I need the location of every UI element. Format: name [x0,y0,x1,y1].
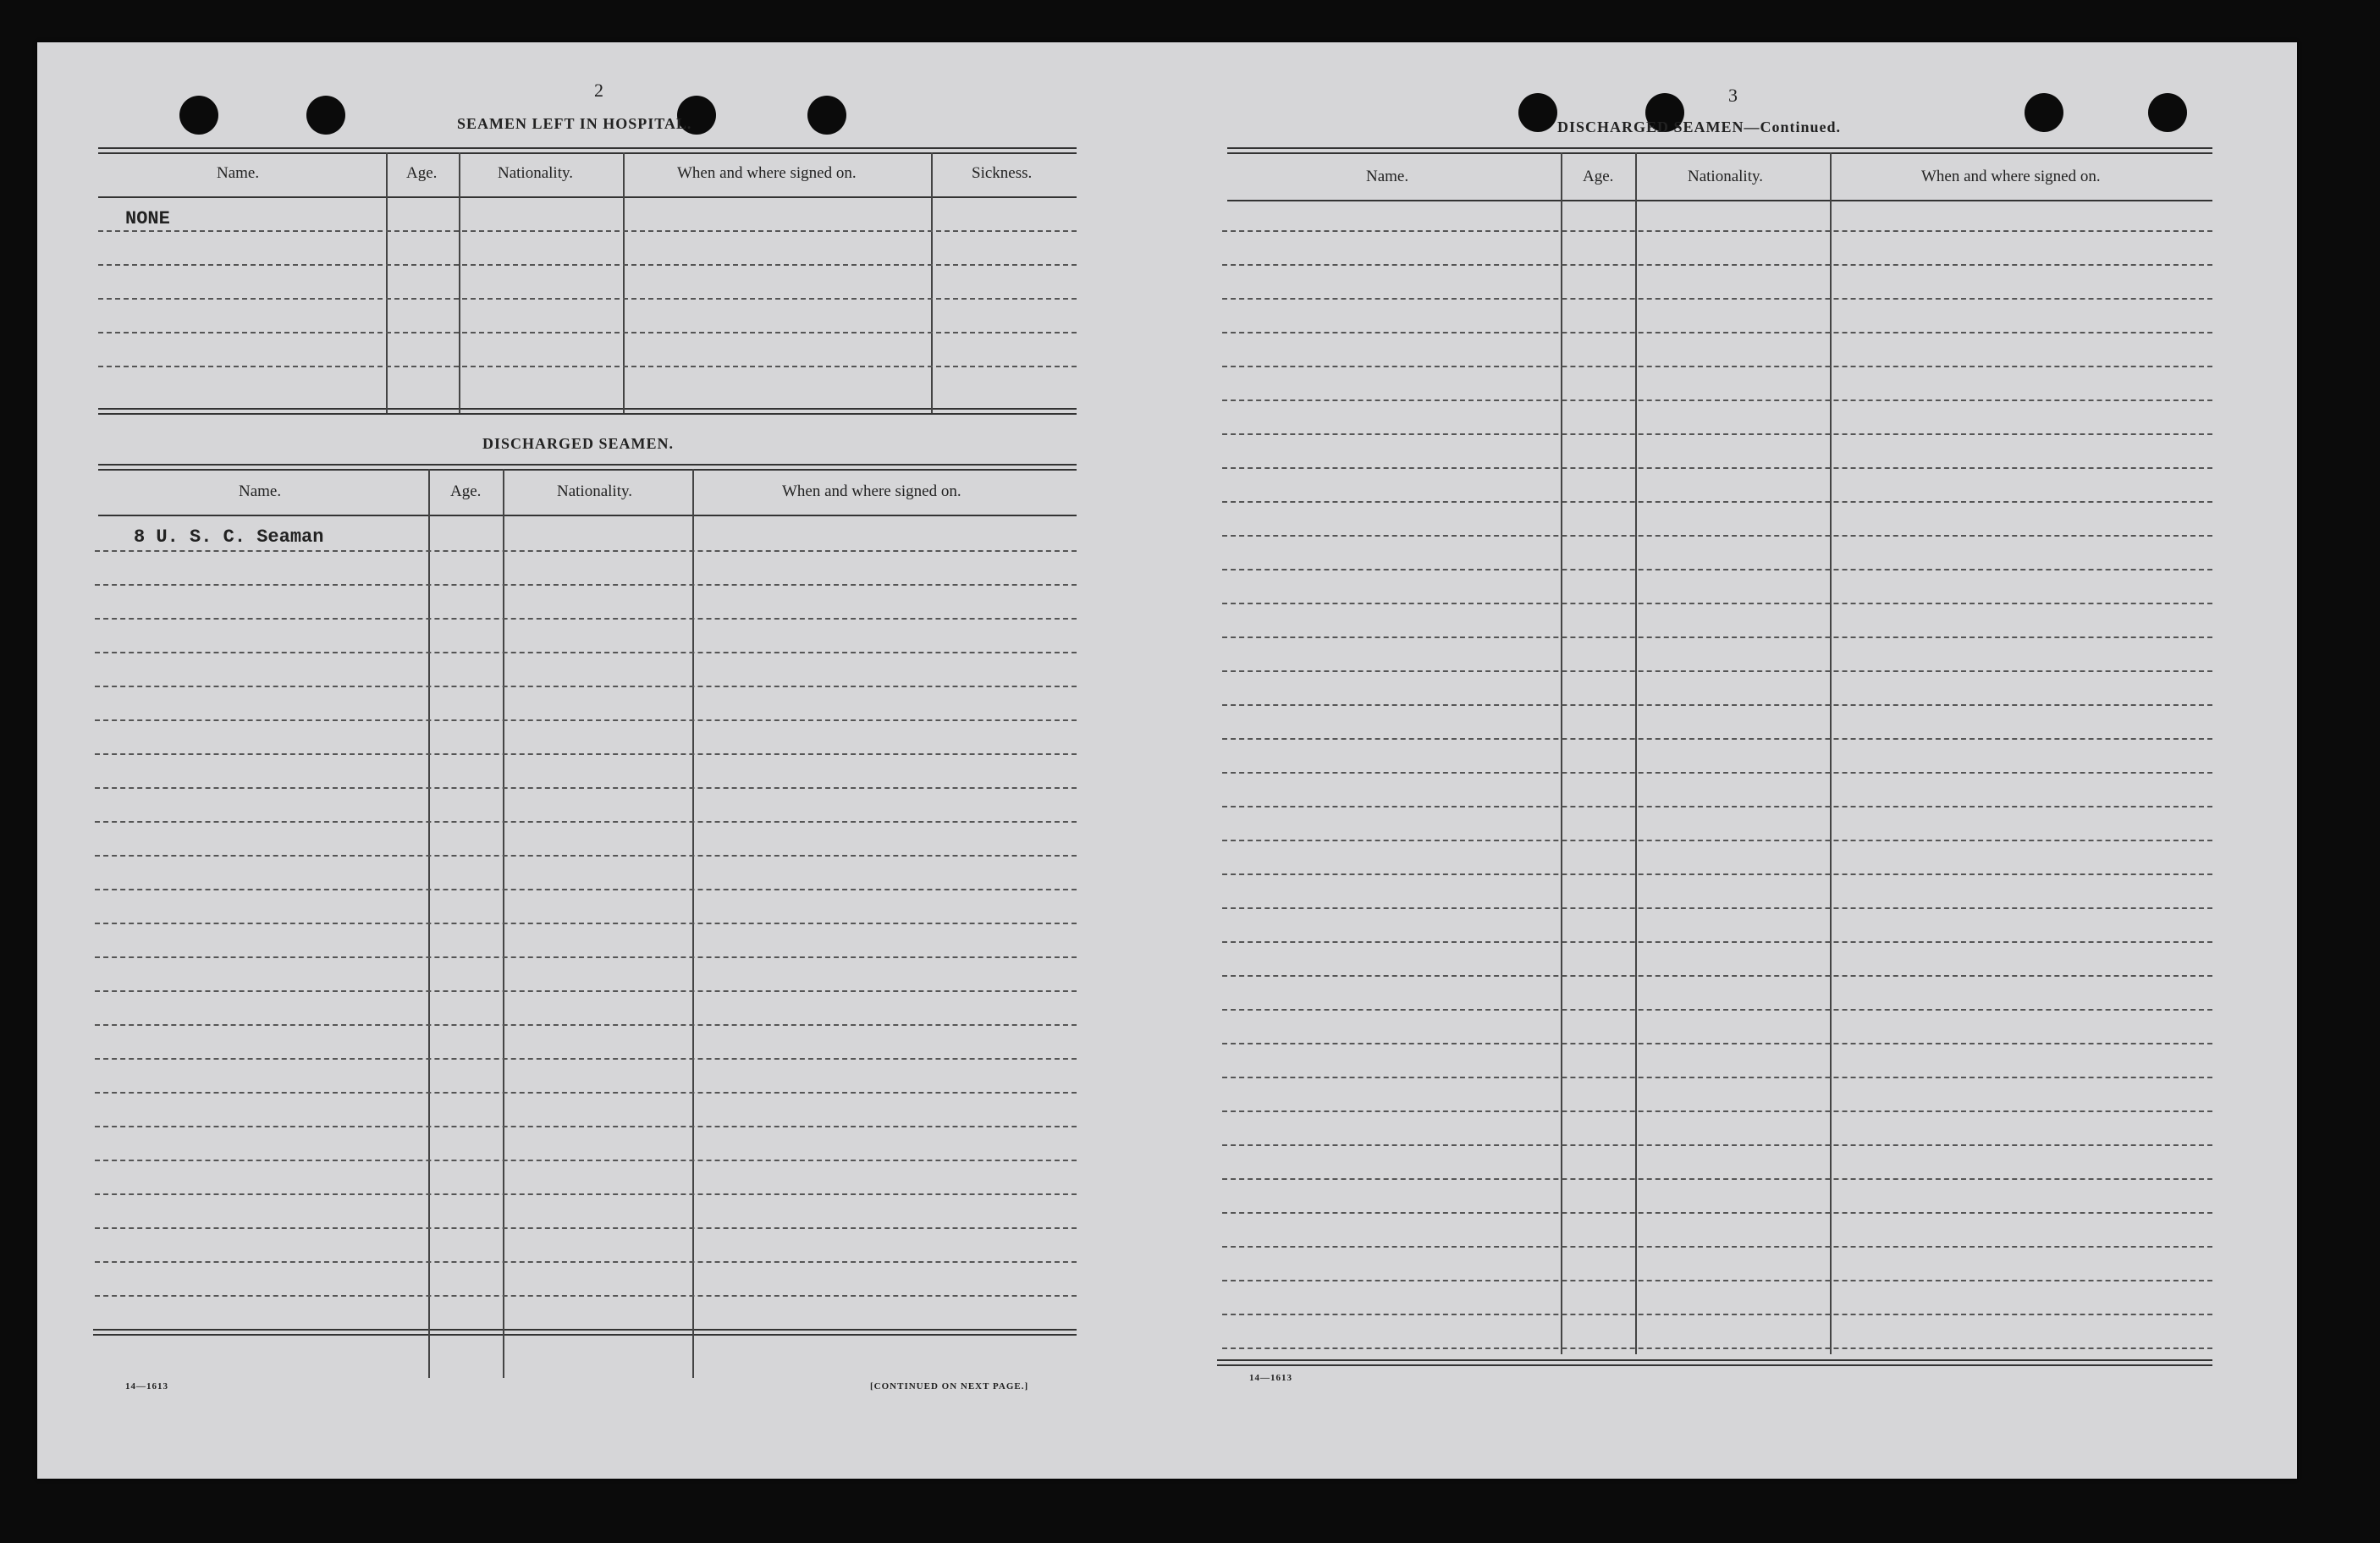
table-row [1222,298,2212,300]
table-row [98,366,1077,367]
table-row [95,1126,1077,1127]
hospital-header-rule [98,196,1077,198]
table-row [95,1058,1077,1060]
hospital-table-bottom-rule [98,413,1077,415]
right-header-rule [1227,200,2212,201]
discharged-table-bottom-rule [93,1334,1077,1336]
discharged-header-rule [98,515,1077,516]
table-row [95,956,1077,958]
table-row [1222,535,2212,537]
punch-hole [2148,93,2187,132]
punch-hole [306,96,345,135]
table-row [1222,501,2212,503]
table-row [1222,603,2212,604]
table-row [95,1295,1077,1297]
table-row [1222,840,2212,841]
right-form-number: 14—1613 [1249,1373,1292,1383]
hospital-table-top-rule [98,147,1077,149]
table-row [1222,636,2212,638]
continued-note: [CONTINUED ON NEXT PAGE.] [870,1381,1029,1391]
column-divider [386,152,388,413]
table-row [1222,738,2212,740]
column-divider [459,152,460,413]
table-row [1222,941,2212,943]
table-row [1222,1110,2212,1112]
hospital-col-when-where: When and where signed on. [677,164,857,182]
hospital-entry: NONE [125,208,170,229]
table-row [1222,975,2212,977]
hospital-table-top-rule [98,152,1077,154]
table-row [1222,704,2212,706]
table-row [98,230,1077,232]
table-row [95,550,1077,552]
table-row [1222,1144,2212,1146]
table-row [98,298,1077,300]
discharged-table-title: DISCHARGED SEAMEN. [482,435,675,452]
table-row [1222,366,2212,367]
hospital-col-name: Name. [217,164,260,182]
table-row [1222,806,2212,807]
table-row [95,923,1077,924]
table-row [95,1024,1077,1026]
discharged-col-when-where: When and where signed on. [782,482,961,500]
table-row [1222,433,2212,435]
column-divider [931,152,933,413]
table-row [95,990,1077,992]
table-row [1222,332,2212,333]
table-row [95,1227,1077,1229]
discharged-table-top-rule [98,464,1077,466]
right-page-number: 3 [1728,85,1738,106]
discharged-col-name: Name. [239,482,282,500]
table-row [95,1092,1077,1094]
table-row [95,618,1077,620]
table-row [1222,467,2212,469]
table-row [1222,1212,2212,1214]
table-row [1222,264,2212,266]
table-row [95,855,1077,857]
table-row [95,1160,1077,1161]
table-row [95,753,1077,755]
table-row [1222,907,2212,909]
hospital-col-age: Age. [406,164,438,182]
table-row [95,787,1077,789]
table-row [95,821,1077,823]
table-row [1222,1280,2212,1281]
punch-hole [1518,93,1557,132]
table-row [98,264,1077,266]
right-col-age: Age. [1583,168,1614,185]
table-row [1222,1347,2212,1349]
right-table-bottom-rule [1217,1359,2212,1361]
table-row [1222,230,2212,232]
table-row [95,686,1077,687]
discharged-table-bottom-rule [93,1329,1077,1331]
table-row [1222,1246,2212,1248]
column-divider [623,152,625,413]
table-row [1222,1009,2212,1011]
table-row [95,1261,1077,1263]
table-row [1222,1314,2212,1315]
table-row [1222,1178,2212,1180]
right-col-nationality: Nationality. [1688,168,1763,185]
table-row [95,719,1077,721]
table-row [95,584,1077,586]
right-col-when-where: When and where signed on. [1921,168,2101,185]
right-table-top-rule [1227,147,2212,149]
right-table-title: DISCHARGED SEAMEN—Continued. [1557,118,1842,135]
table-row [1222,1077,2212,1078]
table-row [95,889,1077,890]
table-row [95,1193,1077,1195]
hospital-table-title: SEAMEN LEFT IN HOSPITAL. [457,115,692,132]
punch-hole [807,96,846,135]
right-col-name: Name. [1366,168,1409,185]
right-table-top-rule [1227,152,2212,154]
left-form-number: 14—1613 [125,1381,168,1391]
left-page-number: 2 [594,80,603,101]
punch-hole [2025,93,2063,132]
table-row [1222,1043,2212,1044]
hospital-table-bottom-rule [98,408,1077,410]
hospital-col-nationality: Nationality. [498,164,573,182]
table-row [1222,670,2212,672]
discharged-entry: 8 U. S. C. Seaman [134,526,324,548]
table-row [95,652,1077,653]
table-row [1222,400,2212,401]
punch-hole [179,96,218,135]
discharged-col-nationality: Nationality. [557,482,632,500]
table-row [1222,873,2212,875]
table-row [98,332,1077,333]
hospital-col-sickness: Sickness. [972,164,1033,182]
right-table-bottom-rule [1217,1364,2212,1366]
discharged-col-age: Age. [450,482,482,500]
discharged-table-top-rule [98,469,1077,471]
record-sheet [37,42,2297,1479]
table-row [1222,569,2212,570]
table-row [1222,772,2212,774]
